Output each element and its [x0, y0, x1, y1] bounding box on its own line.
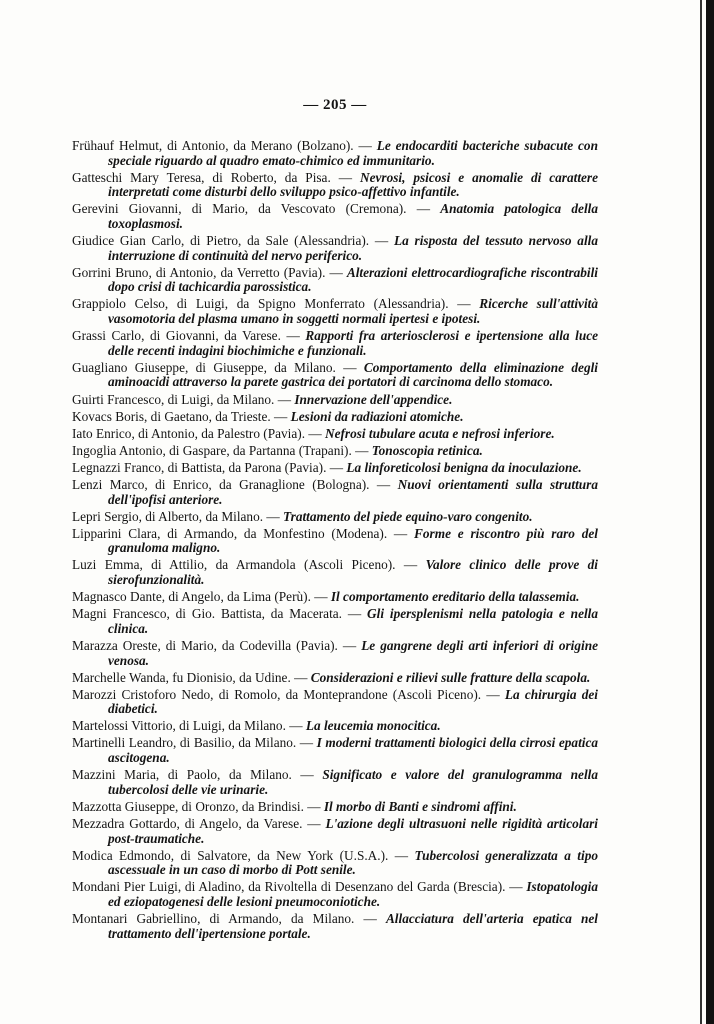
list-item: [72, 234, 598, 263]
entry-author: Iato Enrico, di Antonio, da Palestro (Pavia). —: [72, 425, 322, 441]
entry-author: Martinelli Leandro, di Basilio, da Milano. —: [72, 735, 314, 751]
entry-author: Marozzi Cristoforo Nedo, di Romolo, da Monteprandone (Ascoli Piceno). —: [72, 686, 500, 702]
list-item: [72, 461, 598, 476]
list-item: [72, 607, 598, 636]
entry-title: La chirurgia dei diabetici.: [108, 686, 599, 717]
entry-title: La linforeticolosi benigna da inoculazione.: [346, 459, 582, 475]
list-item: [72, 266, 598, 295]
entry-title: Rapporti fra arteriosclerosi e ipertensione alla luce delle recenti indagini biochimiche e funzionali.: [108, 328, 599, 358]
entry-author: Mezzadra Gottardo, di Angelo, da Varese. —: [72, 815, 321, 831]
entry-title: La leucemia monocitica.: [305, 718, 441, 734]
entry-title: Lesioni da radiazioni atomiche.: [290, 408, 464, 424]
list-item: [72, 393, 598, 408]
list-item: [72, 527, 598, 556]
list-item: [72, 880, 598, 909]
list-item: [72, 800, 598, 815]
list-item: [72, 361, 598, 390]
entry-title: Ricerche sull'attività vasomotoria del plasma umano in soggetti normali ipertesi e ipotesi.: [108, 296, 599, 327]
entry-title: Significato e valore del granulogramma nella tubercolosi delle vie urinarie.: [108, 767, 598, 797]
list-item: [72, 558, 598, 587]
list-item: [72, 478, 598, 507]
entry-title: Tonoscopia retinica.: [371, 442, 483, 458]
entry-author: Magni Francesco, di Gio. Battista, da Macerata. —: [72, 606, 362, 622]
list-item: [72, 688, 598, 717]
entry-title: La risposta del tessuto nervoso alla interruzione di continuità del nervo periferico.: [108, 233, 598, 263]
list-item: [72, 410, 598, 425]
entry-author: Mondani Pier Luigi, di Aladino, da Rivoltella di Desenzano del Garda (Brescia). —: [72, 879, 523, 895]
entry-author: Lenzi Marco, di Enrico, da Granaglione (Bologna). —: [72, 476, 391, 492]
entry-title: Le gangrene degli arti inferiori di origine venosa.: [108, 637, 598, 668]
entry-author: Grassi Carlo, di Giovanni, da Varese. —: [72, 328, 300, 344]
entry-author: Ingoglia Antonio, di Gaspare, da Partanna (Trapani). —: [72, 442, 369, 458]
entry-title: L'azione degli ultrasuoni nelle rigidità articolari post-traumatiche.: [108, 815, 598, 846]
list-item: [72, 719, 598, 734]
list-item: [72, 202, 598, 231]
entry-author: Mazzotta Giuseppe, di Oronzo, da Brindisi. —: [72, 798, 321, 814]
entry-title: Considerazioni e rilievi sulle fratture della scapola.: [310, 669, 591, 685]
entry-title: Nefrosi tubulare acuta e nefrosi inferiore.: [324, 425, 555, 441]
entry-author: Martelossi Vittorio, di Luigi, da Milano. —: [72, 718, 303, 734]
entry-author: Kovacs Boris, di Gaetano, da Trieste. —: [72, 408, 288, 424]
entry-title: Anatomia patologica della toxoplasmosi.: [108, 201, 598, 231]
list-item: [72, 671, 598, 686]
entry-title: Le endocarditi bacteriche subacute con speciale riguardo al quadro emato-chimico ed immunitario.: [108, 138, 598, 168]
scan-edge-border: [706, 0, 714, 1024]
list-item: [72, 736, 598, 765]
entry-title: Istopatologia ed eziopatogenesi delle lesioni pneumoconiotiche.: [108, 879, 599, 909]
entry-title: Il comportamento ereditario della talassemia.: [330, 589, 580, 605]
entry-title: Gli ipersplenismi nella patologia e nella clinica.: [108, 606, 599, 636]
entry-title: Alterazioni elettrocardiografiche riscontrabili dopo crisi di tachicardia parossistica.: [108, 264, 598, 295]
entry-title: Nuovi orientamenti sulla struttura dell'ipofisi anteriore.: [108, 476, 598, 507]
list-item: [72, 817, 598, 846]
entry-title: Trattamento del piede equino-varo congenito.: [283, 508, 533, 524]
entry-title: I moderni trattamenti biologici della cirrosi epatica ascitogena.: [108, 735, 599, 766]
entry-author: Gerevini Giovanni, di Mario, da Vescovato (Cremona). —: [72, 201, 430, 217]
entry-title: Comportamento della eliminazione degli aminoacidi attraverso la parete gastrica dei portatori di carcinoma dello stomaco.: [108, 359, 598, 390]
list-item: [72, 768, 598, 797]
list-item: [72, 329, 598, 358]
list-item: [72, 139, 598, 168]
entry-author: Gatteschi Mary Teresa, di Roberto, da Pisa. —: [72, 169, 353, 185]
thesis-list: [72, 139, 598, 944]
entry-author: Guagliano Giuseppe, di Giuseppe, da Milano. —: [72, 359, 357, 375]
list-item: [72, 510, 598, 525]
entry-author: Giudice Gian Carlo, di Pietro, da Sale (Alessandria). —: [72, 233, 389, 249]
entry-title: Allacciatura dell'arteria epatica nel trattamento dell'ipertensione portale.: [108, 911, 598, 941]
entry-author: Modica Edmondo, di Salvatore, da New York (U.S.A.). —: [72, 847, 409, 863]
entry-title: Innervazione dell'appendice.: [294, 391, 453, 407]
list-item: [72, 912, 598, 941]
entry-author: Legnazzi Franco, di Battista, da Parona (Pavia). —: [72, 459, 344, 475]
entry-author: Lipparini Clara, di Armando, da Monfestino (Modena). —: [72, 525, 408, 541]
page-number: — 205 —: [303, 97, 367, 113]
entry-author: Magnasco Dante, di Angelo, da Lima (Perù). —: [72, 589, 328, 605]
entry-title: Tubercolosi generalizzata a tipo ascessuale in un caso di morbo di Pott senile.: [108, 847, 598, 878]
entry-title: Nevrosi, psicosi e anomalie di carattere interpretati come disturbi dello sviluppo psico-affettivo infantile.: [108, 169, 598, 200]
entry-author: Gorrini Bruno, di Antonio, da Verretto (Pavia). —: [72, 264, 343, 280]
list-item: [72, 444, 598, 459]
list-item: [72, 849, 598, 878]
entry-author: Lepri Sergio, di Alberto, da Milano. —: [72, 508, 280, 524]
entry-title: Valore clinico delle prove di sierofunzionalità.: [108, 557, 598, 588]
entry-author: Luzi Emma, di Attilio, da Armandola (Ascoli Piceno). —: [72, 557, 418, 573]
entry-author: Marazza Oreste, di Mario, da Codevilla (Pavia). —: [72, 637, 357, 653]
entry-author: Montanari Gabriellino, di Armando, da Milano. —: [72, 911, 377, 926]
entry-author: Guirti Francesco, di Luigi, da Milano. —: [72, 391, 291, 407]
list-item: [72, 590, 598, 605]
list-item: [72, 427, 598, 442]
entry-author: Frühauf Helmut, di Antonio, da Merano (Bolzano). —: [72, 138, 372, 153]
list-item: [72, 171, 598, 200]
entry-author: Marchelle Wanda, fu Dionisio, da Udine. —: [72, 669, 308, 685]
entry-title: Forme e riscontro più raro del granuloma maligno.: [108, 525, 598, 556]
entry-author: Grappiolo Celso, di Luigi, da Spigno Monferrato (Alessandria). —: [72, 296, 471, 312]
list-item: [72, 297, 598, 326]
entry-author: Mazzini Maria, di Paolo, da Milano. —: [72, 767, 314, 783]
entry-title: Il morbo di Banti e sindromi affini.: [323, 798, 517, 814]
scan-edge-line: [700, 0, 702, 1024]
list-item: [72, 639, 598, 668]
